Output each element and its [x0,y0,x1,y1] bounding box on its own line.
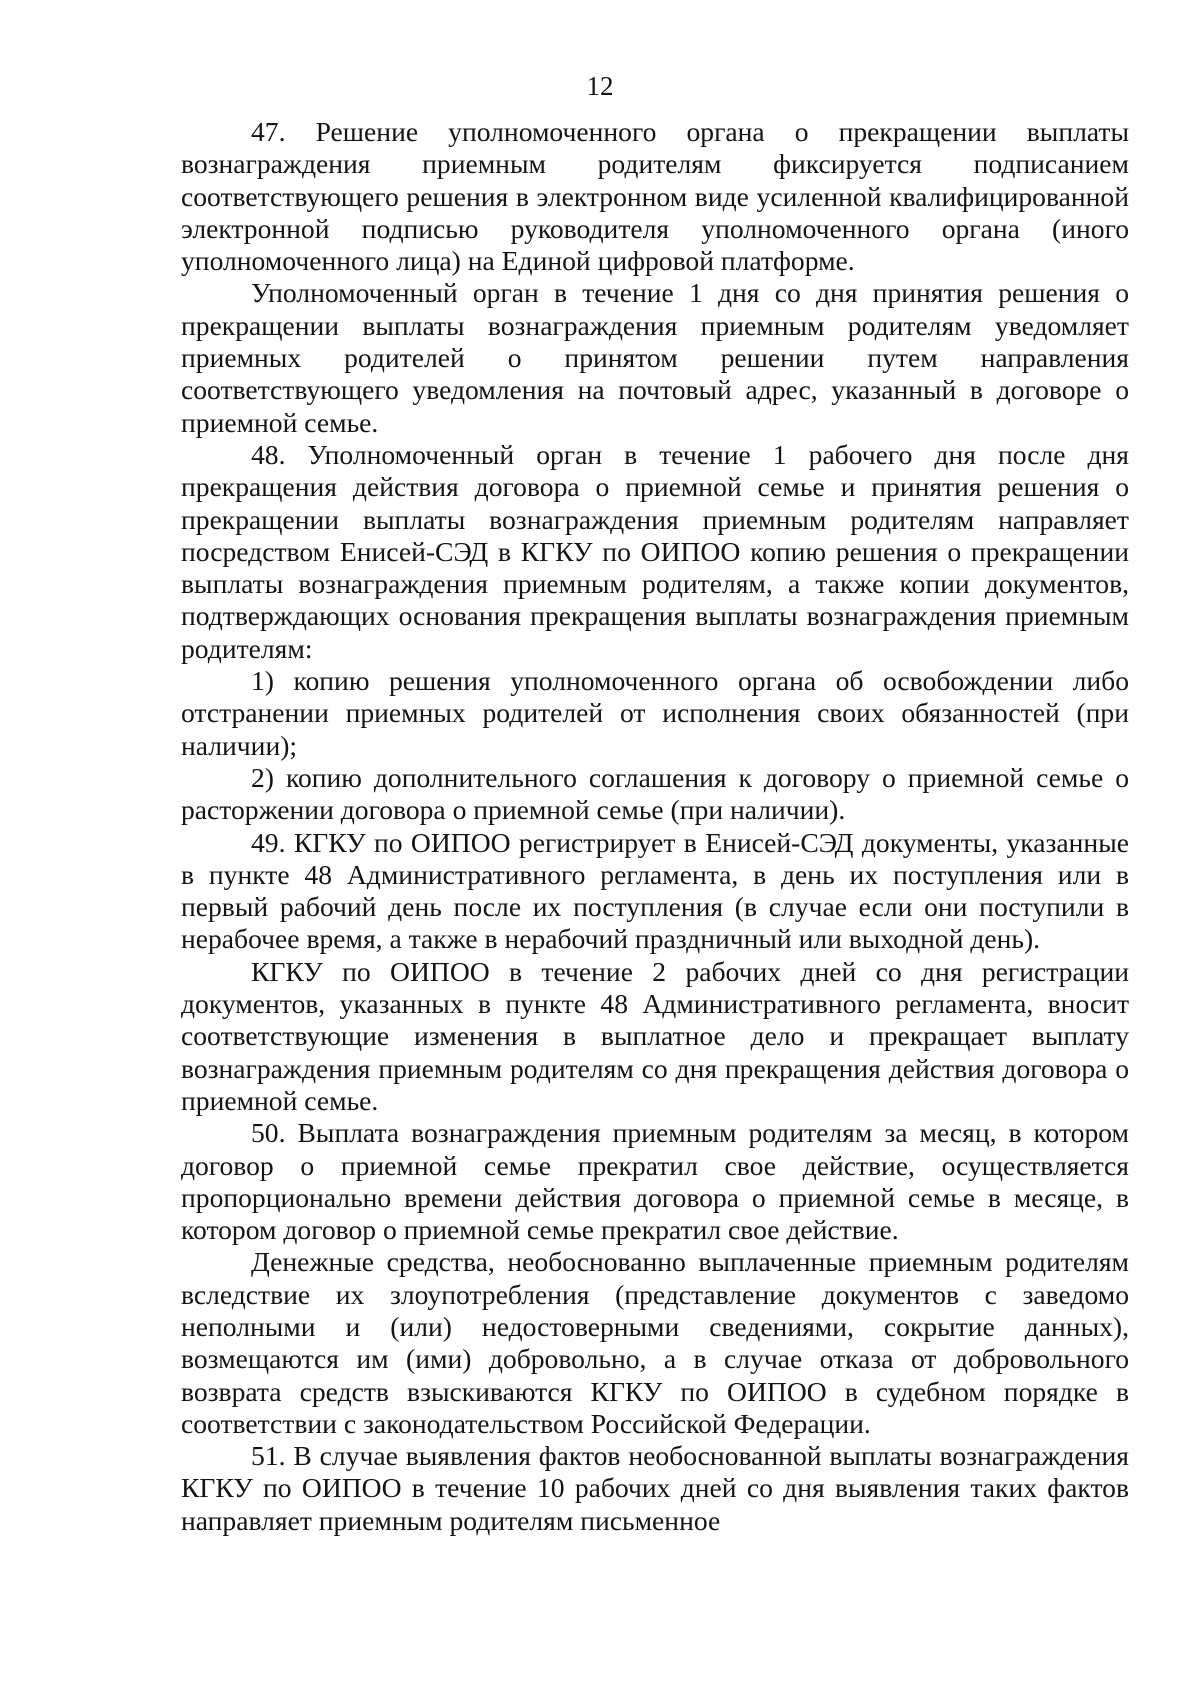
paragraph-48: 48. Уполномоченный орган в течение 1 рабочего дня после дня прекращения действия договора о приемной семье и принятия решения о прекращении выплаты вознаграждения приемным родителям направляет посредством Енисей-СЭД в КГКУ по ОИПОО копию решения о прекращении выплаты вознаграждения приемным родителям, а также копии документов, подтверждающих основания прекращения выплаты вознаграждения приемным родителям: [181,438,1129,664]
page-number: 12 [586,71,614,101]
list-item-2: 2) копию дополнительного соглашения к договору о приемной семье о расторжении договора о приемной семье (при наличии). [181,761,1129,826]
paragraph-50: 50. Выплата вознаграждения приемным родителям за месяц, в котором договор о приемной семье прекратил свое действие, осуществляется пропорционально времени действия договора о приемной семье в месяце, в котором договор о приемной семье прекратил свое действие. [181,1117,1129,1246]
list-item-1: 1) копию решения уполномоченного органа об освобождении либо отстранении приемных родителей от исполнения своих обязанностей (при наличии); [181,665,1129,761]
paragraph-50-refund: Денежные средства, необоснованно выплаченные приемным родителям вследствие их злоупотребления (представление документов с заведомо неполными и (или) недостоверными сведениями, сокрытие данных), возмещаются им (ими) добровольно, а в случае отказа от добровольного возврата средств взыскиваются КГКУ по ОИПОО в судебном порядке в соответствии с законодательством Российской Федерации. [181,1246,1129,1439]
paragraph-49: 49. КГКУ по ОИПОО регистрирует в Енисей-СЭД документы, указанные в пункте 48 Административного регламента, в день их поступления или в первый рабочий день после их поступления (в случае если они поступили в нерабочее время, а также в нерабочий праздничный или выходной день). [181,826,1129,955]
paragraph-47-notification: Уполномоченный орган в течение 1 дня со дня принятия решения о прекращении выплаты вознаграждения приемным родителям уведомляет приемных родителей о принятом решении путем направления соответствующего уведомления на почтовый адрес, указанный в договоре о приемной семье. [181,277,1129,438]
document-body [181,116,1129,1537]
paragraph-49-changes: КГКУ по ОИПОО в течение 2 рабочих дней со дня регистрации документов, указанных в пункте 48 Административного регламента, вносит соответствующие изменения в выплатное дело и прекращает выплату вознаграждения приемным родителям со дня прекращения действия договора о приемной семье. [181,955,1129,1116]
paragraph-47: 47. Решение уполномоченного органа о прекращении выплаты вознаграждения приемным родителям фиксируется подписанием соответствующего решения в электронном виде усиленной квалифицированной электронной подписью руководителя уполномоченного органа (иного уполномоченного лица) на Единой цифровой платформе. [181,116,1129,277]
paragraph-51: 51. В случае выявления фактов необоснованной выплаты вознаграждения КГКУ по ОИПОО в течение 10 рабочих дней со дня выявления таких фактов направляет приемным родителям письменное [181,1440,1129,1536]
